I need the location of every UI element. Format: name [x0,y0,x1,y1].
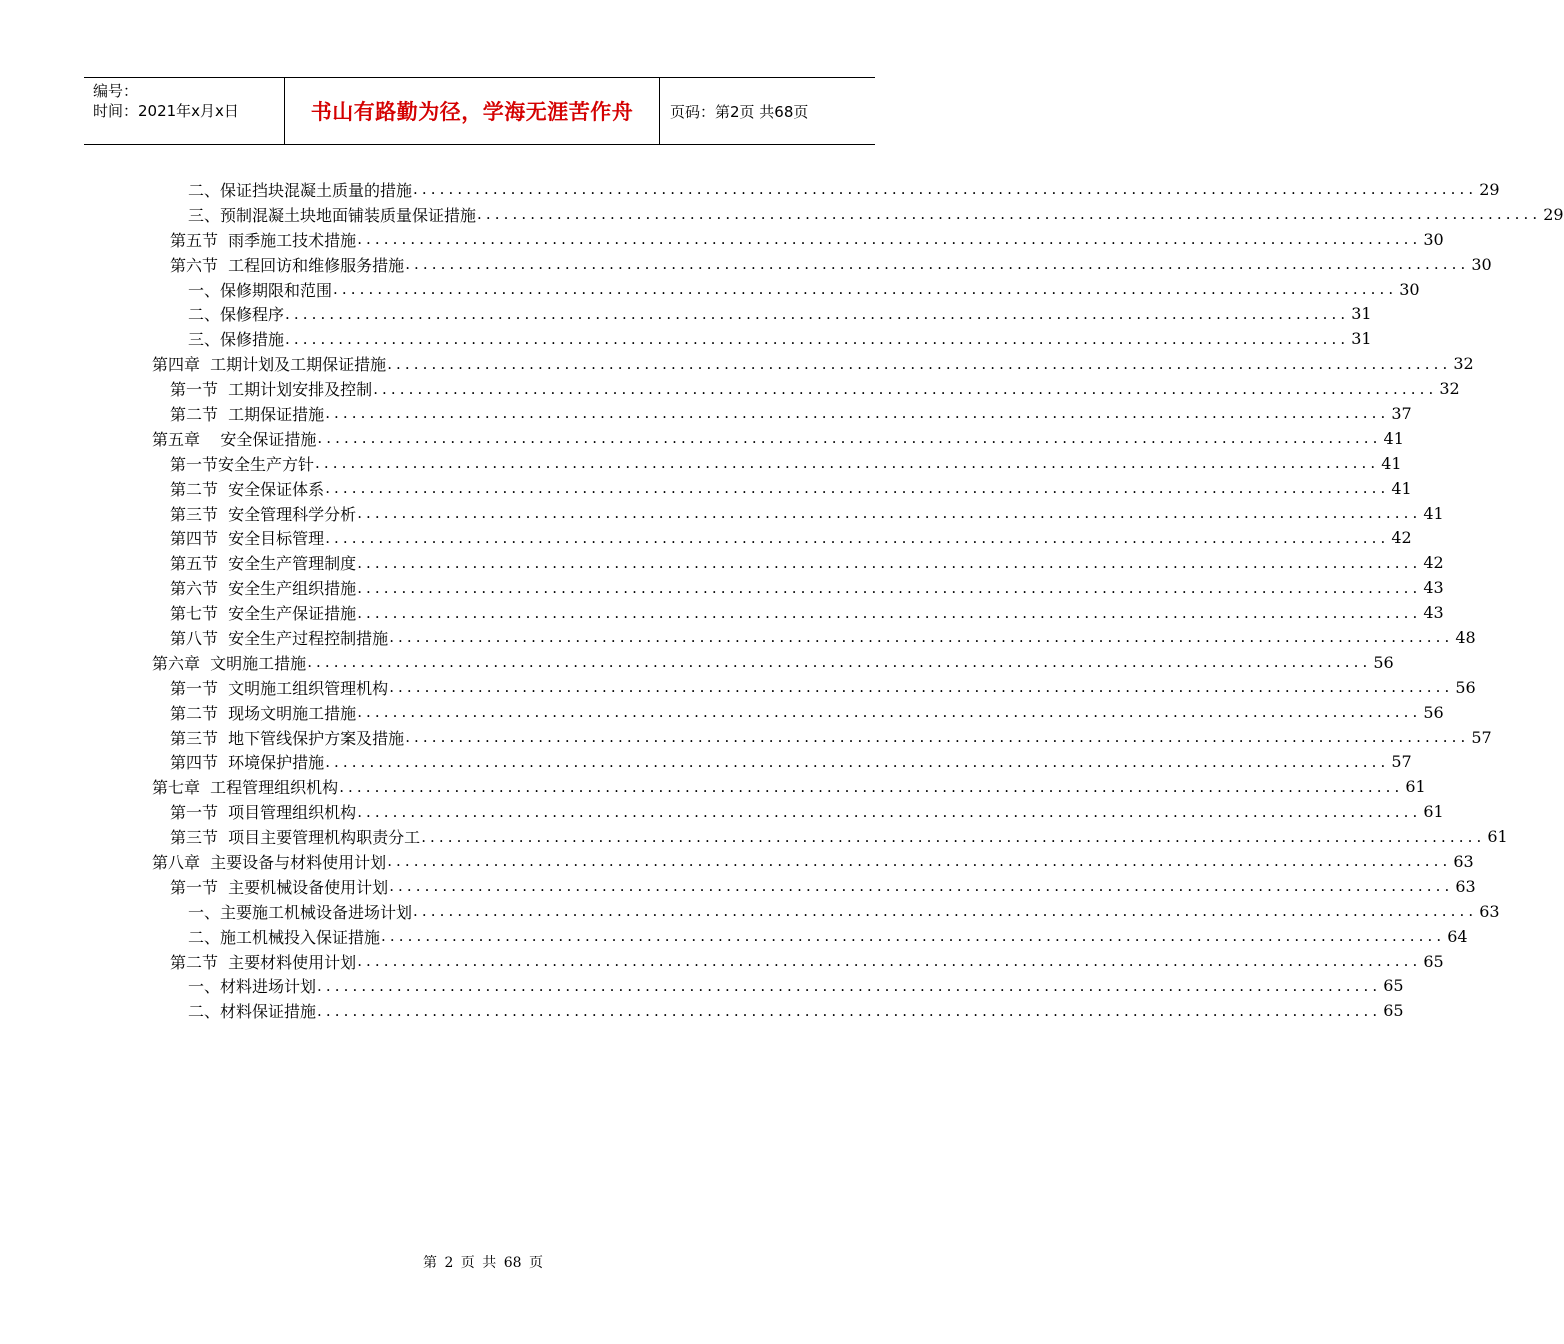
toc-entry-title: 三、预制混凝土块地面铺装质量保证措施 [188,205,477,225]
toc-dot-leader: ........................................................................................................................ [357,802,1422,821]
toc-entry-page: 56 [1455,677,1476,697]
toc-entry[interactable] [0,252,1492,277]
toc-entry-page: 61 [1405,777,1426,797]
toc-entry-page: 41 [1383,428,1404,448]
toc-entry-title: 第八节 安全生产过程控制措施 [170,628,389,648]
toc-dot-leader: ........................................................................................................................ [357,230,1422,249]
page-footer: 第 2 页 共 68 页 [423,1255,543,1271]
toc-entry[interactable] [0,824,1508,849]
toc-entry[interactable] [0,749,1412,774]
toc-entry-page: 63 [1455,876,1476,896]
toc-dot-leader: ........................................................................................................................ [333,280,1398,298]
toc-entry-title: 二、保证挡块混凝土质量的措施 [188,180,413,200]
toc-entry-title: 第四节 安全目标管理 [170,529,325,549]
toc-dot-leader: ........................................................................................................................ [405,255,1470,274]
toc-entry-title: 第二节 现场文明施工措施 [170,703,357,723]
toc-entry-page: 43 [1423,603,1444,623]
toc-entry-title: 第四节 环境保护措施 [170,753,325,773]
toc-entry-page: 48 [1455,627,1476,647]
toc-dot-leader: ........................................................................................................................ [357,578,1422,597]
toc-entry[interactable] [0,451,1402,476]
toc-dot-leader: ........................................................................................................................ [317,429,1382,448]
toc-entry-title: 第一节 项目管理组织机构 [170,803,357,823]
toc-entry[interactable] [0,476,1412,501]
toc-entry-page: 61 [1423,802,1444,822]
toc-entry-page: 41 [1381,453,1402,473]
toc-entry-page: 56 [1373,652,1394,672]
toc-entry-title: 一、主要施工机械设备进场计划 [188,902,413,922]
toc-dot-leader: ........................................................................................................................ [373,379,1438,398]
header-meta [84,78,284,144]
toc-entry-page: 31 [1351,304,1372,324]
toc-entry-title: 第一节安全生产方针 [170,454,315,474]
toc-entry[interactable] [0,501,1444,526]
toc-dot-leader: ........................................................................................................................ [317,1001,1382,1020]
toc-dot-leader: ........................................................................................................................ [357,553,1422,572]
toc-entry-title: 第三节 项目主要管理机构职责分工 [170,828,421,848]
toc-entry-page: 63 [1479,901,1500,921]
toc-entry-page: 57 [1391,752,1412,772]
toc-entry-page: 30 [1399,279,1420,299]
toc-entry-title: 第一节 文明施工组织管理机构 [170,678,389,698]
toc-entry-title: 第二节 工期保证措施 [170,404,325,424]
toc-dot-leader: ........................................................................................................................ [421,827,1486,846]
toc-entry[interactable] [0,874,1476,899]
toc-entry[interactable] [0,675,1476,700]
document-number-label: 编号： [93,82,139,100]
toc-entry-page: 29 [1479,179,1500,199]
toc-entry-title: 一、材料进场计划 [188,977,317,997]
toc-entry-title: 第六节 安全生产组织措施 [170,579,357,599]
toc-entry-page: 57 [1471,727,1492,747]
toc-entry-page: 63 [1453,851,1474,871]
toc-dot-leader: ........................................................................................................................ [357,952,1422,971]
toc-entry[interactable] [0,600,1444,625]
toc-entry-title: 第四章 工期计划及工期保证措施 [152,355,387,375]
toc-entry-page: 30 [1423,229,1444,249]
toc-entry-page: 42 [1391,528,1412,548]
toc-dot-leader: ........................................................................................................................ [285,329,1350,348]
toc-entry[interactable] [0,227,1444,252]
toc-entry-title: 第三节 地下管线保护方案及措施 [170,728,405,748]
toc-entry-page: 32 [1439,379,1460,399]
toc-entry-title: 二、材料保证措施 [188,1002,317,1022]
toc-entry-page: 30 [1471,254,1492,274]
toc-entry-page: 41 [1423,503,1444,523]
toc-dot-leader: ........................................................................................................................ [317,976,1382,995]
toc-dot-leader: ........................................................................................................................ [339,777,1404,796]
toc-dot-leader: ........................................................................................................................ [389,628,1454,647]
toc-entry[interactable] [0,202,1564,227]
toc-entry[interactable] [0,974,1404,999]
toc-dot-leader: ........................................................................................................................ [405,728,1470,747]
toc-entry-title: 第五节 安全生产管理制度 [170,554,357,574]
toc-dot-leader: ........................................................................................................................ [325,752,1390,771]
toc-dot-leader: ........................................................................................................................ [307,653,1372,672]
toc-dot-leader: ........................................................................................................................ [389,877,1454,896]
toc-entry-title: 第一节 工期计划安排及控制 [170,380,373,400]
toc-dot-leader: ........................................................................................................................ [413,180,1478,199]
toc-entry[interactable] [0,625,1476,650]
toc-entry[interactable] [0,575,1444,600]
toc-entry-title: 第二节 主要材料使用计划 [170,952,357,972]
toc-entry-page: 29 [1543,204,1564,224]
toc-entry[interactable] [0,277,1420,302]
toc-entry-title: 第七章 工程管理组织机构 [152,778,339,798]
toc-entry[interactable] [0,525,1412,550]
toc-dot-leader: ........................................................................................................................ [325,479,1390,498]
toc-dot-leader: ........................................................................................................................ [381,927,1446,946]
toc-entry-page: 64 [1447,926,1468,946]
toc-entry[interactable] [0,550,1444,575]
toc-entry-title: 三、保修措施 [188,330,285,350]
toc-entry[interactable] [0,650,1394,675]
toc-dot-leader: ........................................................................................................................ [413,902,1478,921]
toc-entry-page: 65 [1423,951,1444,971]
toc-dot-leader: ........................................................................................................................ [325,404,1390,423]
toc-entry-title: 第一节 主要机械设备使用计划 [170,877,389,897]
toc-entry-title: 二、施工机械投入保证措施 [188,927,381,947]
toc-entry-title: 第八章 主要设备与材料使用计划 [152,852,387,872]
toc-dot-leader: ........................................................................................................................ [387,354,1452,373]
toc-entry-title: 第六章 文明施工措施 [152,653,307,673]
toc-entry-page: 43 [1423,578,1444,598]
toc-entry-page: 61 [1487,827,1508,847]
toc-dot-leader: ........................................................................................................................ [387,852,1452,871]
toc-entry-page: 65 [1383,1001,1404,1021]
toc-entry-title: 一、保修期限和范围 [188,280,333,300]
toc-entry[interactable] [0,998,1404,1023]
toc-entry[interactable] [0,949,1444,974]
toc-entry[interactable] [0,924,1468,949]
toc-entry-title: 第六节 工程回访和维修服务措施 [170,255,405,275]
toc-entry[interactable] [0,426,1404,451]
toc-entry[interactable] [0,774,1426,799]
toc-entry[interactable] [0,700,1444,725]
toc-entry[interactable] [0,351,1474,376]
page-header [84,77,875,145]
toc-dot-leader: ........................................................................................................................ [389,678,1454,697]
toc-entry-title: 第三节 安全管理科学分析 [170,504,357,524]
toc-entry[interactable] [0,177,1500,202]
document-time-label: 时间：2021年x月x日 [93,102,239,120]
header-page-label: 页码：第2页 共68页 [670,102,809,121]
toc-entry-page: 32 [1453,354,1474,374]
toc-entry[interactable] [0,401,1412,426]
toc-entry[interactable] [0,799,1444,824]
toc-dot-leader: ........................................................................................................................ [357,703,1422,722]
toc-entry[interactable] [0,725,1492,750]
toc-entry-page: 41 [1391,478,1412,498]
toc-dot-leader: ........................................................................................................................ [357,603,1422,622]
toc-dot-leader: ........................................................................................................................ [315,454,1380,473]
toc-entry[interactable] [0,326,1372,351]
toc-entry-page: 31 [1351,329,1372,349]
toc-entry[interactable] [0,376,1460,401]
toc-entry-title: 第五章 安全保证措施 [152,429,317,449]
toc-dot-leader: ........................................................................................................................ [357,504,1422,523]
header-motto: 书山有路勤为径，学海无涯苦作舟 [284,78,660,144]
toc-entry-page: 65 [1383,976,1404,996]
table-of-contents [0,177,1564,1023]
toc-entry-title: 第七节 安全生产保证措施 [170,604,357,624]
toc-dot-leader: ........................................................................................................................ [325,528,1390,547]
toc-entry-page: 37 [1391,403,1412,423]
toc-entry[interactable] [0,849,1474,874]
toc-dot-leader: ........................................................................................................................ [285,304,1350,323]
toc-entry-title: 二、保修程序 [188,305,285,325]
toc-entry-title: 第二节 安全保证体系 [170,479,325,499]
toc-entry-page: 42 [1423,553,1444,573]
toc-entry-title: 第五节 雨季施工技术措施 [170,230,357,250]
toc-entry[interactable] [0,899,1500,924]
toc-entry-page: 56 [1423,702,1444,722]
toc-entry[interactable] [0,301,1372,326]
toc-dot-leader: ........................................................................................................................ [477,205,1542,224]
